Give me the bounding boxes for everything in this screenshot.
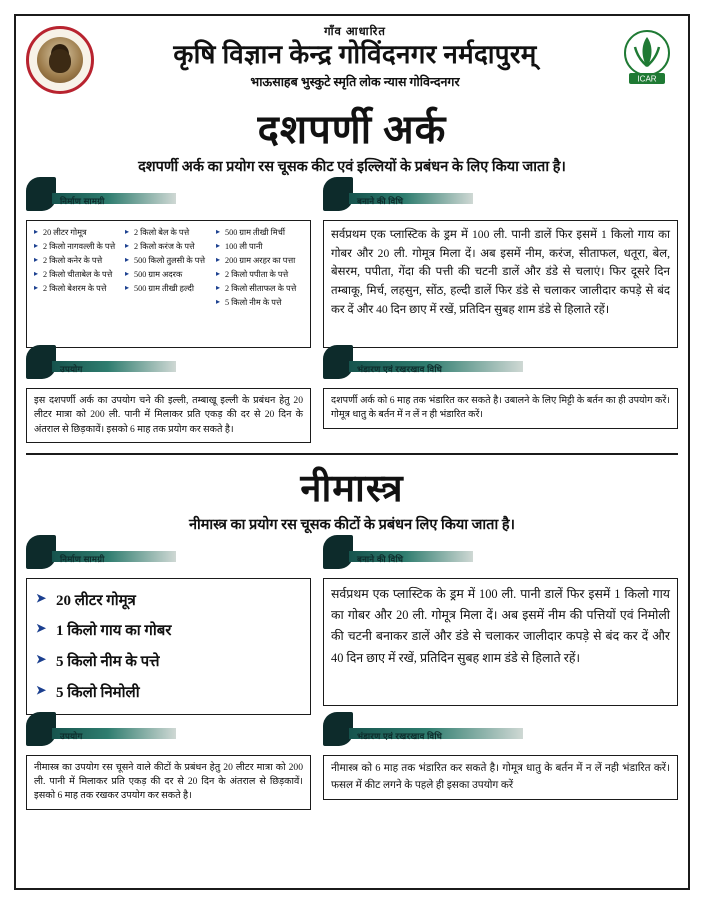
storage-text-2: नीमास्त्र को 6 माह तक भंडारित कर सकते है। गोमूत्र धातु के बर्तन में न लें नही भंडारित करें। फसल में कीट लगने के पहले ही इसका उपयोग करें bbox=[331, 762, 670, 791]
materials-ribbon-2 bbox=[26, 545, 176, 571]
section-1-usage-box bbox=[26, 388, 311, 443]
section-neemastra bbox=[16, 455, 688, 818]
section-2-materials-box bbox=[26, 578, 311, 715]
storage-ribbon-1 bbox=[323, 355, 523, 381]
section-2-method-box bbox=[323, 578, 678, 706]
list-item: ▸ 2 किलो करंज के पत्ते bbox=[125, 240, 212, 254]
method-label-2: बनाने की विधि bbox=[357, 553, 404, 564]
list-item: ➤ 1 किलो गाय का गोबर bbox=[34, 616, 303, 647]
method-ribbon-2 bbox=[323, 545, 473, 571]
header-title-block bbox=[94, 24, 616, 90]
list-item: ▸ 500 ग्राम तीखी मिर्ची bbox=[216, 226, 303, 240]
section-1-method-box bbox=[323, 220, 678, 348]
section-1-storage-box bbox=[323, 388, 678, 429]
section-1-materials-box bbox=[26, 220, 311, 348]
method-text-1: सर्वप्रथम एक प्लास्टिक के ड्रम में 100 ली. पानी डालें फिर इसमें 1 किलो गाय का गोबर और 20 ली. गोमूत्र मिला दें। अब इसमें नीम, करंज, सीताफल, धतूरा, बेल, बेसरम, पपीता, गेंदा की पत्ती की चटनी डालें और डंडे से चलाएं। फिर दूसरे दिन तम्बाकू, मिर्च, लहसुन, सोंठ, हल्दी डालें फिर डंडे से चलाकर जालीदार कपड़े से बंद कर दें और 40 दिन छाए में रखें, प्रतिदिन सुबह शाम डंडे से हिलाते रहें। bbox=[331, 227, 670, 316]
section-1-materials-block bbox=[26, 187, 311, 348]
section-2-storage-block bbox=[323, 722, 678, 801]
storage-ribbon-2 bbox=[323, 722, 523, 748]
section-dashparni-ark bbox=[16, 94, 688, 455]
section-1-top-row bbox=[26, 187, 678, 348]
usage-ribbon-1 bbox=[26, 355, 176, 381]
section-2-bottom-row bbox=[26, 722, 678, 810]
emblem-logo bbox=[26, 26, 94, 94]
section-1-storage-block bbox=[323, 355, 678, 429]
list-item: ▸ 2 किलो कनेर के पत्ते bbox=[34, 254, 121, 268]
section-2-usage-box bbox=[26, 755, 311, 810]
list-item: ▸ 2 किलो बेशरम के पत्ते bbox=[34, 282, 121, 296]
usage-text-2: नीमास्त्र का उपयोग रस चूसने वाले कीटों के प्रबंधन हेतु 20 लीटर मात्रा को 200 ली. पानी में मिलाकर प्रति एकड़ की दर से 20 दिन के अंतराल से छिड़कावें। इसको 6 माह तक रखकर उपयोग कर सकते है। bbox=[34, 761, 303, 802]
icar-logo bbox=[616, 26, 678, 88]
storage-label-2: भंडारण एवं रखरखाव विधि bbox=[357, 730, 443, 741]
section-2-storage-box bbox=[323, 755, 678, 801]
section-2-method-block bbox=[323, 545, 678, 706]
materials-label-2: निर्माण सामग्री bbox=[60, 553, 105, 564]
usage-label-1: उपयोग bbox=[60, 363, 83, 374]
section-2-usage-block bbox=[26, 722, 311, 810]
materials-column-3 bbox=[216, 226, 303, 311]
icar-logo-label: ICAR bbox=[637, 74, 657, 84]
poster-frame bbox=[14, 14, 690, 890]
list-item: ➤ 20 लीटर गोमूत्र bbox=[34, 586, 303, 617]
list-item: ▸ 2 किलो बेल के पत्ते bbox=[125, 226, 212, 240]
page-title: कृषि विज्ञान केन्द्र गोविंदनगर नर्मदापुरम् bbox=[173, 40, 537, 69]
list-item: ▸ 200 ग्राम अरहर का पत्ता bbox=[216, 254, 303, 268]
list-item: ➤ 5 किलो निमोली bbox=[34, 678, 303, 709]
list-item: ▸ 500 ग्राम तीखी हल्दी bbox=[125, 282, 212, 296]
materials-ribbon-1 bbox=[26, 187, 176, 213]
method-text-2: सर्वप्रथम एक प्लास्टिक के ड्रम में 100 ली. पानी डालें फिर इसमें 1 किलो गाय का गोबर और 20 ली. गोमूत्र मिला दें। अब इसमें नीम की पत्तियों एवं निमोली की चटनी बनाकर डालें और डंडे से चलाकर जालीदार कपड़े से बंद कर दें और 40 दिन छाए में रखें, प्रतिदिन सुबह शाम डंडे से हिलाते रहें। bbox=[331, 586, 670, 665]
list-item: ▸ 100 ली पानी bbox=[216, 240, 303, 254]
method-ribbon-1 bbox=[323, 187, 473, 213]
section-2-materials-list bbox=[34, 584, 303, 709]
poster-header bbox=[16, 16, 688, 94]
list-item: ➤ 5 किलो नीम के पत्ते bbox=[34, 647, 303, 678]
list-item: ▸ 500 किलो तुलसी के पत्ते bbox=[125, 254, 212, 268]
list-item: ▸ 2 किलो नागवल्ली के पत्ते bbox=[34, 240, 121, 254]
section-1-description: दशपर्णी अर्क का प्रयोग रस चूसक कीट एवं इल्लियों के प्रबंधन के लिए किया जाता है। bbox=[138, 159, 566, 175]
usage-text-1: इस दशपर्णी अर्क का उपयोग चने की इल्ली, तम्बाखू इल्ली के प्रबंधन हेतु 20 लीटर मात्रा को 200 ली. पानी में मिलाकर प्रति एकड़ की दर से 20 दिन के अंतराल से छिड़कावें। इसको 6 माह तक प्रयोग कर सकते है। bbox=[34, 394, 303, 435]
section-1-usage-block bbox=[26, 355, 311, 443]
list-item: ▸ 20 लीटर गोमूत्र bbox=[34, 226, 121, 240]
section-1-bottom-row bbox=[26, 355, 678, 443]
usage-ribbon-2 bbox=[26, 722, 176, 748]
list-item: ▸ 2 किलो सीताफल के पत्ते bbox=[216, 282, 303, 296]
header-top-line: गाँव आधारित bbox=[324, 26, 386, 38]
list-item: ▸ 500 ग्राम अदरक bbox=[125, 268, 212, 282]
list-item: ▸ 2 किलो पपीता के पत्ते bbox=[216, 268, 303, 282]
section-2-materials-block bbox=[26, 545, 311, 715]
section-1-method-block bbox=[323, 187, 678, 348]
section-1-title: दशपर्णी अर्क bbox=[257, 107, 447, 152]
usage-label-2: उपयोग bbox=[60, 730, 83, 741]
materials-label-1: निर्माण सामग्री bbox=[60, 195, 105, 206]
storage-text-1: दशपर्णी अर्क को 6 माह तक भंडारित कर सकते है। उबालने के लिए मिट्टी के बर्तन का ही उपयोग करें। गोमूत्र धातु के बर्तन में न लें न ही भंडारित करें। bbox=[331, 394, 670, 421]
header-subtitle: भाऊसाहब भुस्कुटे स्मृति लोक न्यास गोविन्दनगर bbox=[250, 74, 460, 89]
section-2-top-row bbox=[26, 545, 678, 715]
section-2-title: नीमास्त्र bbox=[300, 467, 404, 510]
storage-label-1: भंडारण एवं रखरखाव विधि bbox=[357, 363, 443, 374]
section-2-description: नीमास्त्र का प्रयोग रस चूसक कीटों के प्रबंधन लिए किया जाता है। bbox=[188, 516, 516, 533]
materials-column-1 bbox=[34, 226, 121, 311]
list-item: ▸ 5 किलो नीम के पत्ते bbox=[216, 296, 303, 310]
method-label-1: बनाने की विधि bbox=[357, 195, 404, 206]
list-item: ▸ 2 किलो चीताबेल के पत्ते bbox=[34, 268, 121, 282]
materials-column-2 bbox=[125, 226, 212, 311]
